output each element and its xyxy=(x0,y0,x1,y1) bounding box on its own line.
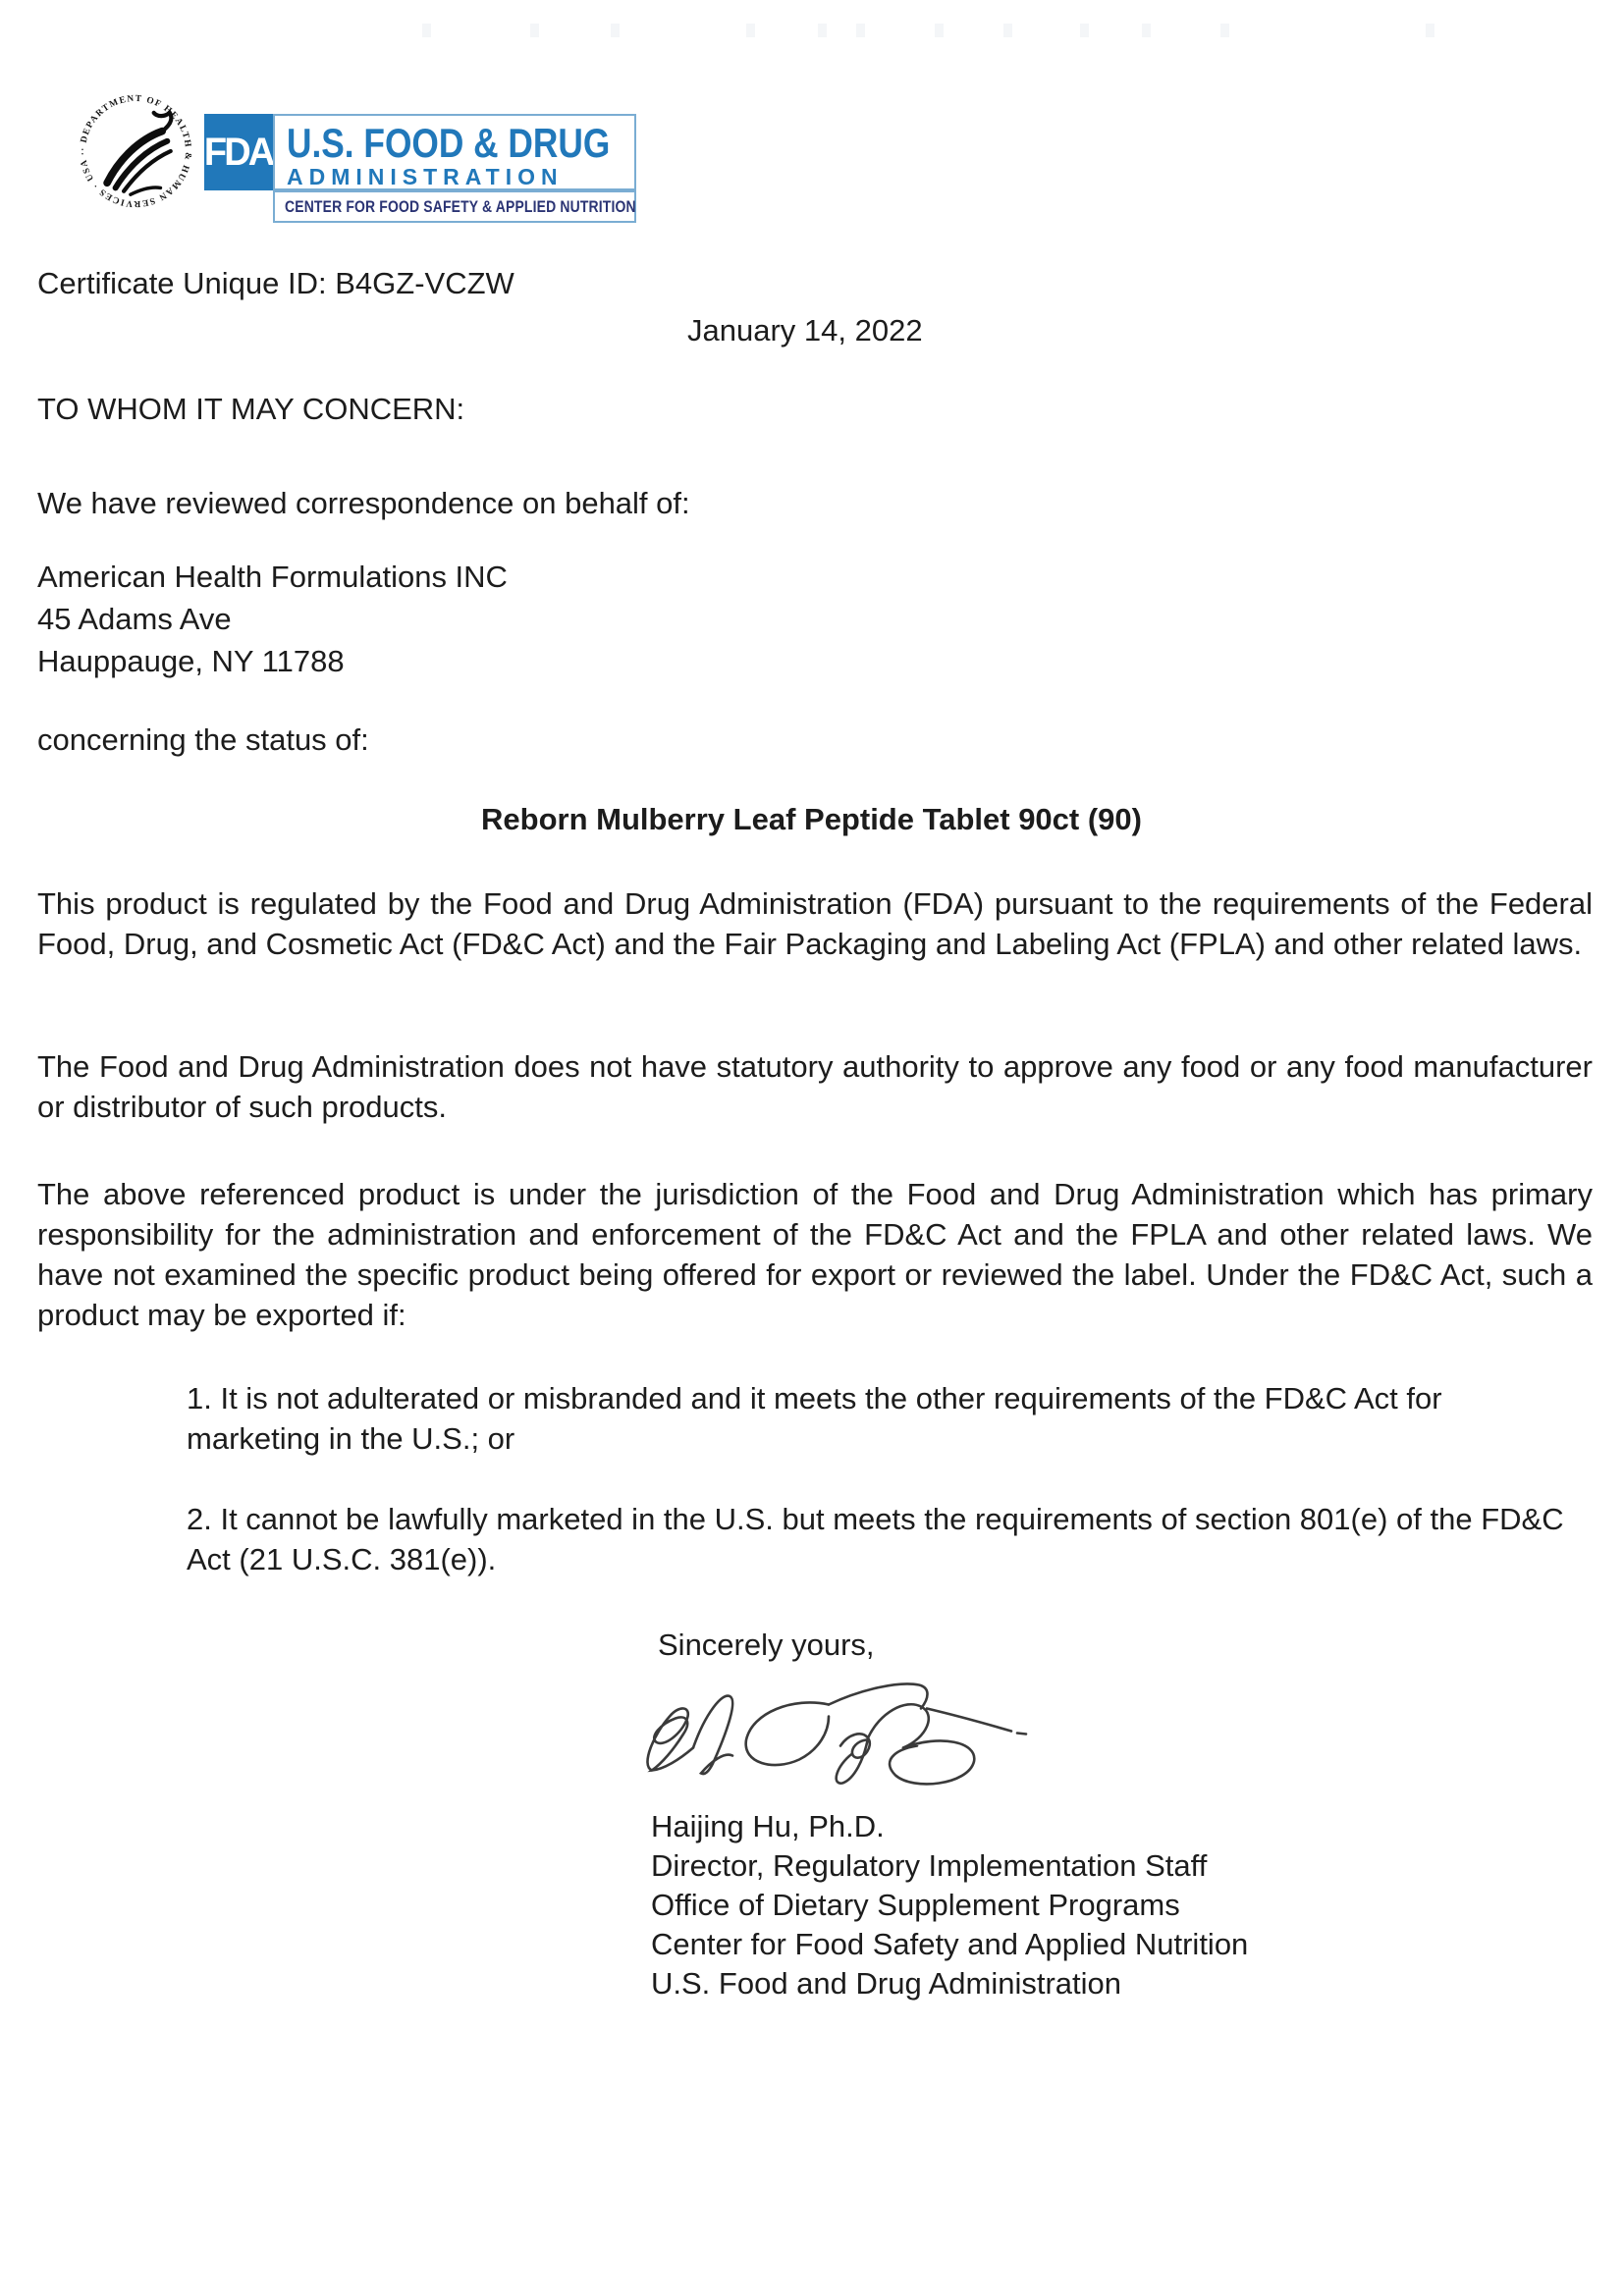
product-name: Reborn Mulberry Leaf Peptide Tablet 90ct (90) xyxy=(481,802,1142,836)
recipient-address-line2: Hauppauge, NY 11788 xyxy=(37,644,345,678)
signer-title: Director, Regulatory Implementation Staff xyxy=(651,1848,1208,1883)
fda-wordmark-box xyxy=(273,114,636,190)
recipient-name: American Health Formulations INC xyxy=(37,560,508,594)
condition-2: 2. It cannot be lawfully marketed in the U.S. but meets the requirements of section 801(e) of the FD&C Act (21 U.S.C. 381(e)). xyxy=(187,1502,1564,1576)
intro-line: We have reviewed correspondence on behalf of: xyxy=(37,486,690,520)
signer-name: Haijing Hu, Ph.D. xyxy=(651,1809,885,1843)
signature-block xyxy=(651,1807,1248,2003)
fda-square-logo xyxy=(204,114,273,190)
letter-date: January 14, 2022 xyxy=(687,313,923,347)
fda-wordmark-line1: U.S. FOOD & DRUG xyxy=(287,120,611,166)
hhs-seal-icon xyxy=(69,84,202,218)
paragraph-no-approval: The Food and Drug Administration does not have statutory authority to approve any food or any food manufacturer or distributor of such products. xyxy=(37,1049,1593,1124)
signer-agency: U.S. Food and Drug Administration xyxy=(651,1966,1122,2001)
signer-office: Office of Dietary Supplement Programs xyxy=(651,1888,1180,1922)
signature-image xyxy=(636,1667,1029,1794)
closing-line: Sincerely yours, xyxy=(658,1628,875,1662)
cfsan-bar xyxy=(273,190,636,223)
cfsan-label: CENTER FOR FOOD SAFETY & APPLIED NUTRITION xyxy=(285,196,636,216)
condition-1: 1. It is not adulterated or misbranded and it meets the other requirements of the FD&C Act for marketing in the U.S.; or xyxy=(187,1381,1442,1456)
recipient-address-line1: 45 Adams Ave xyxy=(37,602,232,636)
fda-wordmark-line2: ADMINISTRATION xyxy=(287,164,564,189)
hhs-ring-text: · DEPARTMENT OF HEALTH & HUMAN SERVICES · USA · xyxy=(78,93,193,209)
recipient-block xyxy=(37,556,508,682)
signer-center: Center for Food Safety and Applied Nutrition xyxy=(651,1927,1249,1961)
concerning-line: concerning the status of: xyxy=(37,722,369,757)
paragraph-regulated: This product is regulated by the Food and Drug Administration (FDA) pursuant to the requirements of the Federal Food, Drug, and Cosmetic Act (FD&C Act) and the Fair Packaging and Labeling Act (FPLA) and other related laws. xyxy=(37,886,1593,961)
salutation: TO WHOM IT MAY CONCERN: xyxy=(37,392,465,426)
paragraph-jurisdiction: The above referenced product is under the jurisdiction of the Food and Drug Administration which has primary responsibility for the administration and enforcement of the FD&C Act and the FPLA and other related laws. We have not examined the specific product being offered for export or reviewed the label. Under the FD&C Act, such a product may be exported if: xyxy=(37,1177,1593,1332)
fda-acronym: FDA xyxy=(204,130,273,174)
certificate-id: Certificate Unique ID: B4GZ-VCZW xyxy=(37,266,514,300)
